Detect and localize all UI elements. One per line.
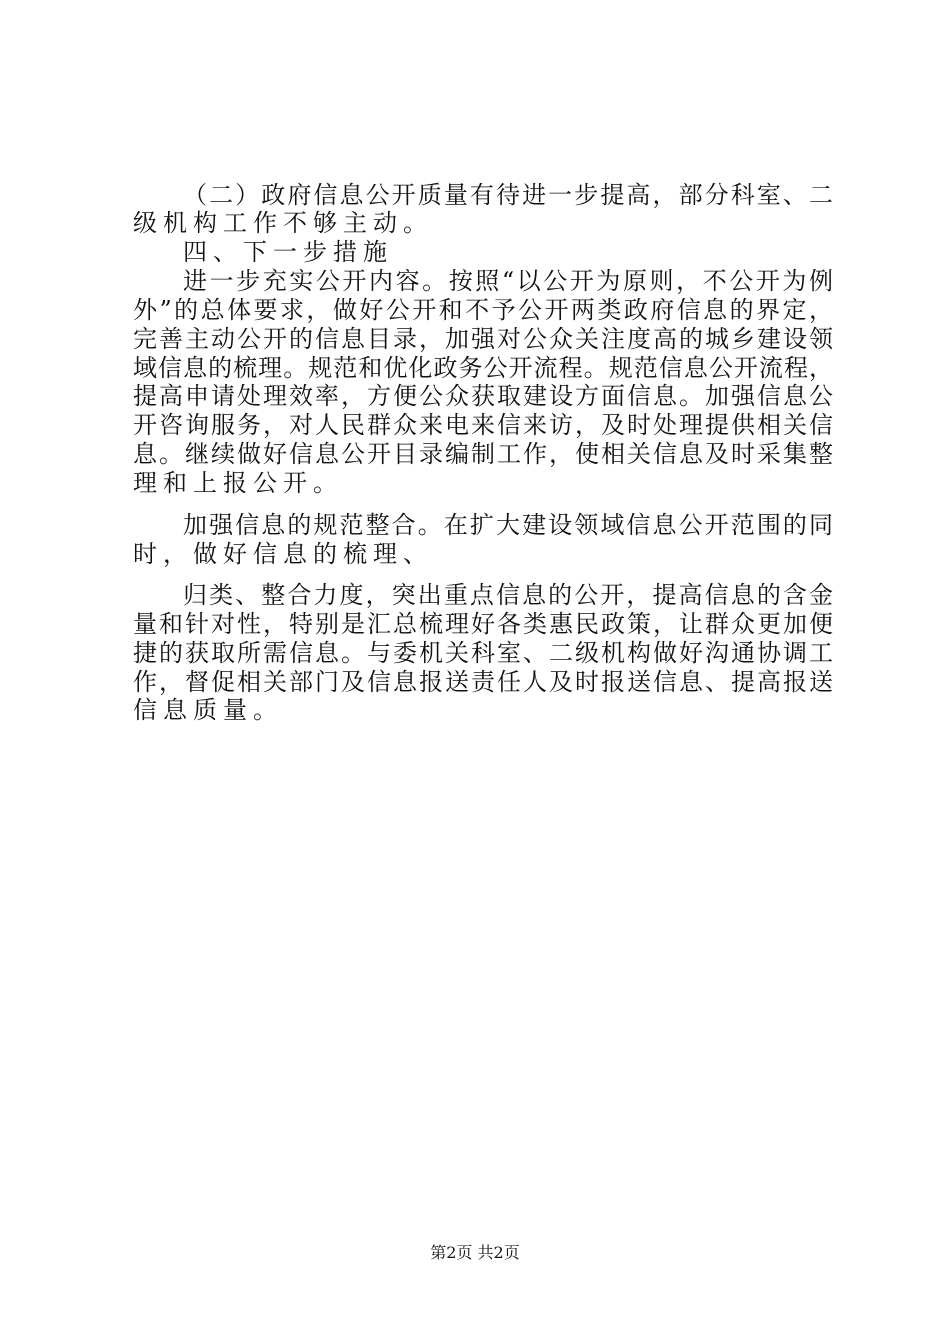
- paragraph-line: 开咨询服务，对人民群众来电来信来访，及时处理提供相关信: [133, 411, 833, 439]
- paragraph-line: 捷的获取所需信息。与委机关科室、二级机构做好沟通协调工: [133, 639, 833, 667]
- paragraph-line: 提高申请处理效率，方便公众获取建设方面信息。加强信息公: [133, 382, 833, 410]
- paragraph-line: 量和针对性，特别是汇总梳理好各类惠民政策，让群众更加便: [133, 610, 833, 638]
- paragraph-line: 作，督促相关部门及信息报送责任人及时报送信息、提高报送: [133, 668, 833, 696]
- paragraph-line: 域信息的梳理。规范和优化政务公开流程。规范信息公开流程，: [133, 354, 833, 382]
- paragraph-line: 理和上报公开。: [133, 469, 343, 497]
- page-footer: 第2页 共2页: [430, 1243, 520, 1262]
- paragraph-line: 加强信息的规范整合。在扩大建设领域信息公开范围的同: [183, 511, 833, 539]
- section-heading: 四、下一步措施: [183, 238, 393, 266]
- paragraph-line: 息。继续做好信息公开目录编制工作，使相关信息及时采集整: [133, 440, 833, 468]
- paragraph-line: 级机构工作不够主动。: [133, 209, 433, 237]
- paragraph-line: 进一步充实公开内容。按照“以公开为原则，不公开为例: [183, 267, 833, 295]
- paragraph-line: （二）政府信息公开质量有待进一步提高，部分科室、二: [183, 181, 833, 209]
- paragraph-line: 外”的总体要求，做好公开和不予公开两类政府信息的界定，: [133, 296, 833, 324]
- paragraph-line: 完善主动公开的信息目录，加强对公众关注度高的城乡建设领: [133, 325, 833, 353]
- paragraph-line: 归类、整合力度，突出重点信息的公开，提高信息的含金: [183, 581, 833, 609]
- paragraph-line: 信息质量。: [133, 696, 283, 724]
- paragraph-line: 时，做好信息的梳理、: [133, 540, 433, 568]
